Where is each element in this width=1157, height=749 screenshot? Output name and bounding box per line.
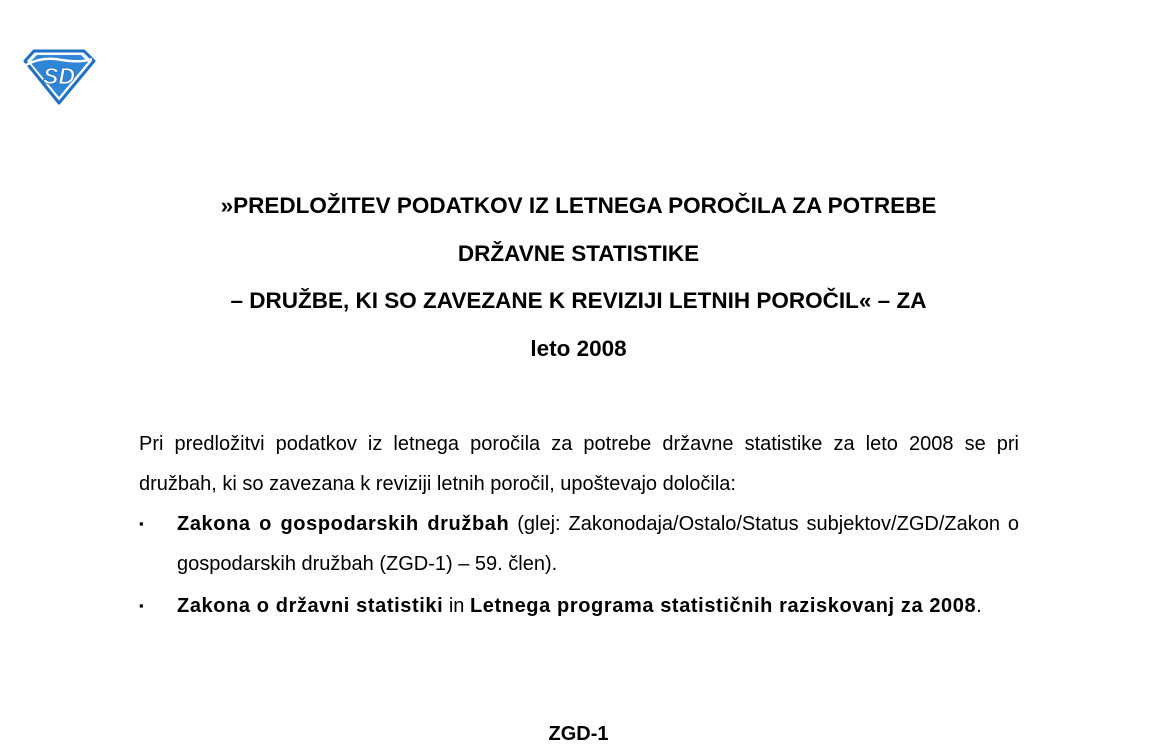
section-code: ZGD-1 xyxy=(548,723,609,745)
title-line-3: – DRUŽBE, KI SO ZAVEZANE K REVIZIJI LETNIH POROČIL« – ZA xyxy=(230,288,927,313)
shield-sd-logo-icon xyxy=(22,47,96,105)
law-reference: (glej: Zakonodaja/Ostalo/Status subjektov/ZGD/Zakon o gospodarskih družbah (ZGD-1) – 59. člen). xyxy=(177,513,1020,575)
intro-paragraph: Pri predložitvi podatkov iz letnega poročila za potrebe državne statistike za leto 2008 se pri družbah, ki so zavezana k reviziji letnih poročil, upoštevajo določila: xyxy=(139,433,1019,495)
square-bullet-icon: ▪ xyxy=(139,516,144,531)
square-bullet-icon: ▪ xyxy=(139,598,144,613)
company-logo xyxy=(22,47,96,105)
connector-text: in xyxy=(443,595,470,617)
item-end: . xyxy=(976,595,982,617)
list-item xyxy=(139,586,1019,626)
law-name: Zakona o državni statistiki xyxy=(177,595,444,617)
document-body xyxy=(139,424,1019,626)
list-item xyxy=(139,504,1019,584)
program-name: Letnega programa statističnih raziskovanj za 2008 xyxy=(469,595,977,617)
title-line-2: DRŽAVNE STATISTIKE xyxy=(457,240,700,266)
document-title xyxy=(0,182,1157,372)
provisions-list xyxy=(139,504,1019,626)
title-line-4: leto 2008 xyxy=(530,335,627,361)
law-name: Zakona o gospodarskih družbah xyxy=(177,513,510,535)
logo-letters: SD xyxy=(43,63,75,89)
title-line-1: »PREDLOŽITEV PODATKOV IZ LETNEGA POROČILA ZA POTREBE xyxy=(220,193,937,218)
